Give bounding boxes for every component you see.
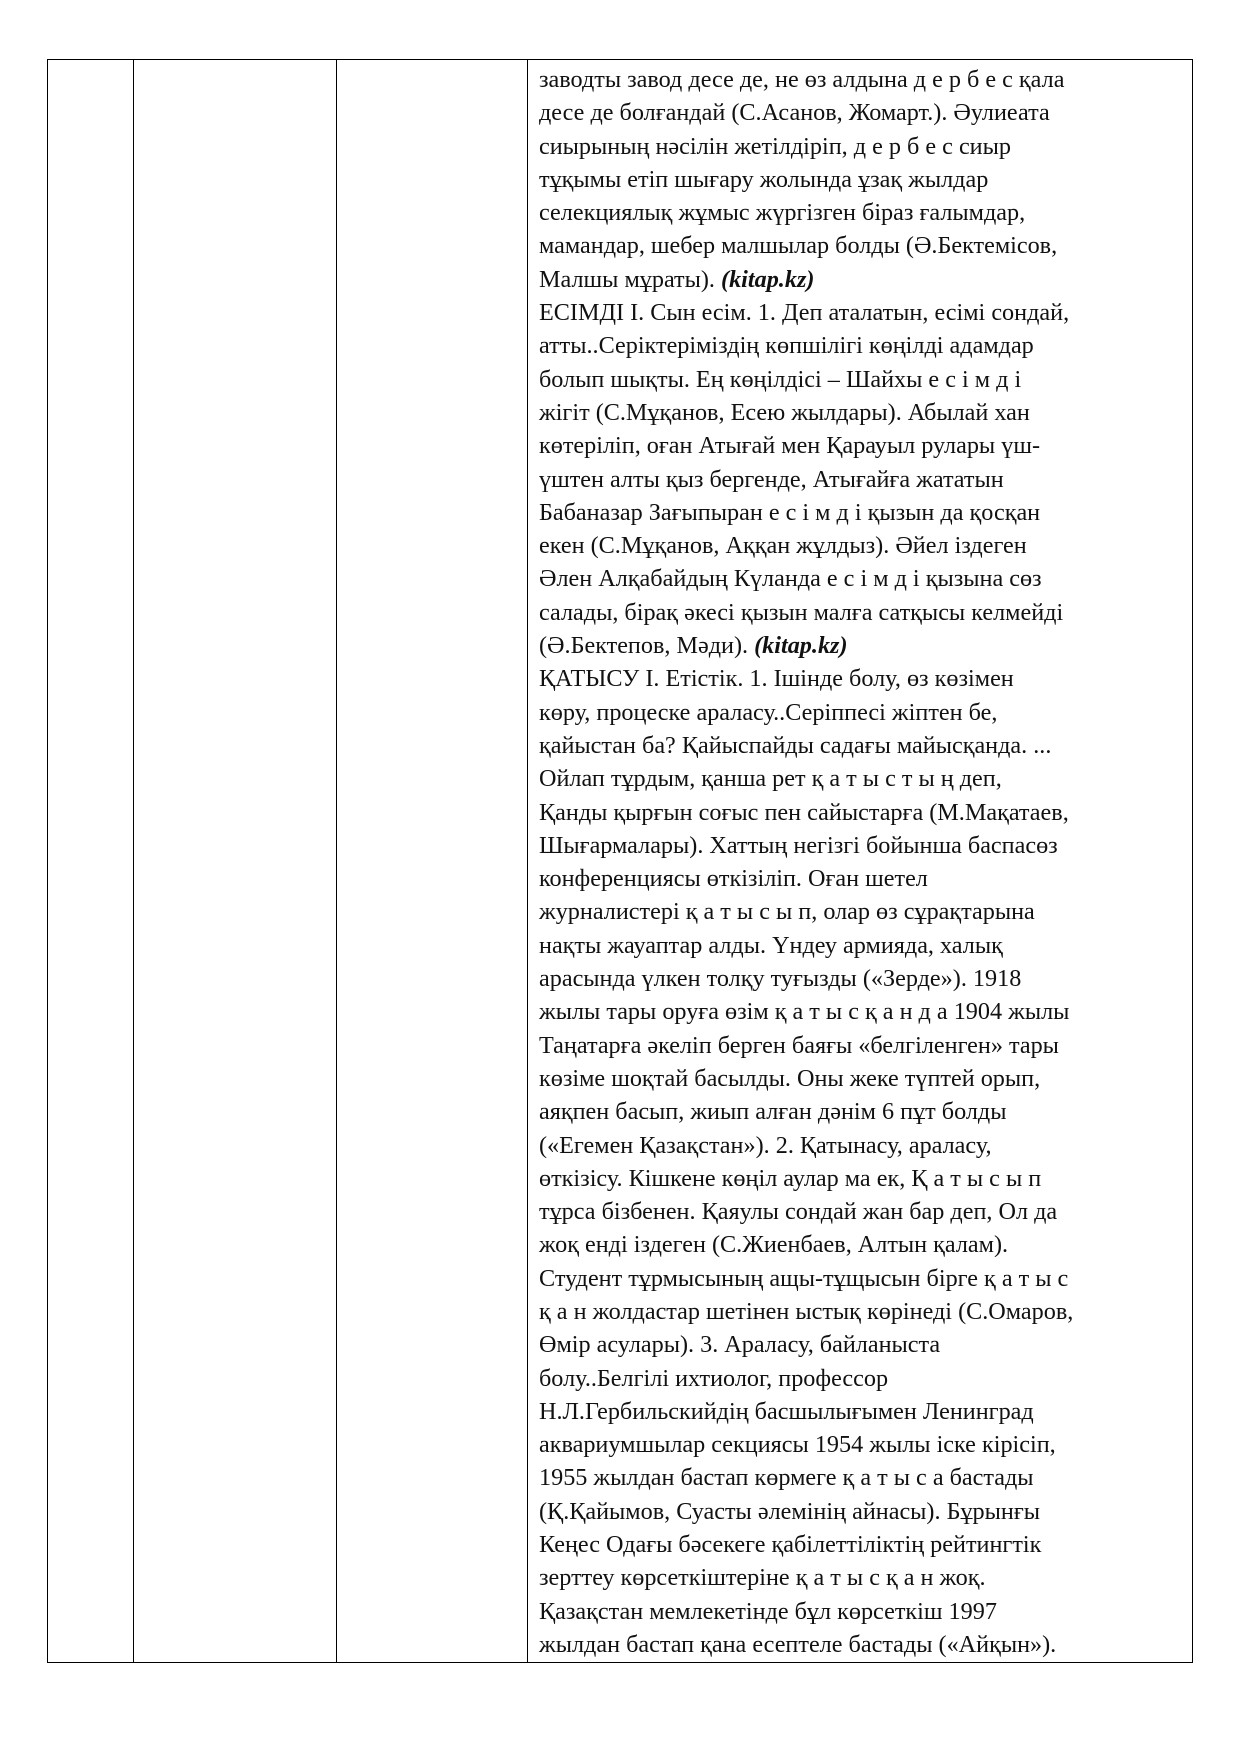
text-line: мамандар, шебер малшылар болды (Ә.Бектемісов,: [539, 232, 1058, 260]
text-line: Таңатарға әкеліп берген баяғы «белгіленген» тары: [539, 1031, 1059, 1059]
text-line: десе де болғандай (С.Асанов, Жомарт.). Әулиеата: [539, 99, 1050, 127]
text-line: жылдан бастап қана есептеле бастады («Айқын»).: [539, 1630, 1057, 1658]
source-reference: (kitap.kz): [721, 265, 815, 293]
text-line: қайыстан ба? Қайыспайды садағы майысқанда. ...: [539, 731, 1052, 759]
text-line: арасында үлкен толқу туғызды («Зерде»). 1918: [539, 965, 1022, 993]
text-line: болып шықты. Ең көңілдісі – Шайхы е с і м д і: [539, 365, 1022, 393]
text-line: көтеріліп, оған Атығай мен Қарауыл рулары үш-: [539, 432, 1041, 460]
table-column-3-empty: [337, 60, 528, 1662]
text-line: заводты завод десе де, не өз алдына д е р б е с қала: [539, 66, 1065, 93]
text-line: нақты жауаптар алды. Үндеу армияда, халық: [539, 931, 1003, 959]
text-line: Әлен Алқабайдың Күланда е с і м д і қызына сөз: [539, 565, 1042, 593]
text-line: ҚАТЫСУ І. Етістік. 1. Ішінде болу, өз көзімен: [539, 665, 1014, 693]
text-line: Студент тұрмысының ащы-тұщысын бірге қ а т ы с: [539, 1264, 1069, 1292]
text-line: Кеңес Одағы бәсекеге қабілеттіліктің рейтингтік: [539, 1531, 1042, 1559]
text-line: үштен алты қыз бергенде, Атығайға жататын: [539, 465, 1004, 493]
text-line: екен (С.Мұқанов, Аққан жұлдыз). Әйел іздеген: [539, 532, 1027, 560]
text-line: тұқымы етіп шығару жолында ұзақ жылдар: [539, 165, 989, 193]
text-line: аяқпен басып, жиып алған дәнім 6 пұт болды: [539, 1098, 1007, 1126]
text-line: конференциясы өткізіліп. Оған шетел: [539, 865, 928, 893]
text-line: Шығармалары). Хаттың негізгі бойынша баспасөз: [539, 831, 1058, 859]
document-table: [47, 59, 1193, 1663]
text-line: қ а н жолдастар шетінен ыстық көрінеді (С.Омаров,: [539, 1297, 1074, 1325]
text-line-last: [539, 263, 1182, 296]
text-line: Қазақстан мемлекетінде бұл көрсеткіш 1997: [539, 1597, 997, 1625]
text-segment: (Ә.Бектепов, Мәди).: [539, 632, 755, 660]
text-line: көзіме шоқтай басылды. Оны жеке түптей орып,: [539, 1064, 1041, 1092]
text-line: болу..Белгілі ихтиолог, профессор: [539, 1364, 889, 1392]
text-line-last: [539, 629, 1182, 662]
text-line: жоқ енді іздеген (С.Жиенбаев, Алтын қалам).: [539, 1231, 1009, 1259]
text-line: аквариумшылар секциясы 1954 жылы іске кірісіп,: [539, 1431, 1056, 1459]
text-line: (Қ.Қайымов, Суасты әлемінің айнасы). Бұрынғы: [539, 1497, 1041, 1525]
entry-esimdi: [539, 296, 1182, 662]
text-line: сиырының нәсілін жетілдіріп, д е р б е с сиыр: [539, 132, 1011, 160]
text-line: ЕСІМДІ І. Сын есім. 1. Деп аталатын, есімі сондай,: [539, 299, 1070, 327]
text-line: Бабаназар Зағыпыран е с і м д і қызын да қосқан: [539, 498, 1041, 526]
table-column-1-empty: [48, 60, 134, 1662]
text-line: журналистері қ а т ы с ы п, олар өз сұрақтарына: [539, 898, 1035, 926]
text-line: Ойлап тұрдым, қанша рет қ а т ы с т ы ң деп,: [539, 765, 1002, 793]
text-line: салады, бірақ әкесі қызын малға сатқысы келмейді: [539, 598, 1064, 626]
text-line: атты..Серіктеріміздің көпшілігі көңілді адамдар: [539, 332, 1034, 360]
entry-katysu: [539, 662, 1182, 1661]
text-line: Н.Л.Гербильскийдің басшылығымен Ленинград: [539, 1397, 1034, 1425]
text-line: 1955 жылдан бастап көрмеге қ а т ы с а бастады: [539, 1464, 1034, 1492]
text-line: жігіт (С.Мұқанов, Есею жылдары). Абылай хан: [539, 398, 1030, 426]
text-line: зерттеу көрсеткіштеріне қ а т ы с қ а н жоқ.: [539, 1564, 986, 1592]
source-reference: (kitap.kz): [754, 632, 848, 660]
text-line: өткізісу. Кішкене көңіл аулар ма ек, Қ а т ы с ы п: [539, 1164, 1042, 1192]
entry-derbes: [539, 63, 1182, 296]
text-line: Өмір асулары). 3. Араласу, байланыста: [539, 1331, 941, 1359]
text-segment: Малшы мұраты).: [539, 265, 722, 293]
text-line: жылы тары оруға өзім қ а т ы с қ а н д а 1904 жылы: [539, 998, 1070, 1026]
text-line: тұрса бізбенен. Қаяулы сондай жан бар деп, Ол да: [539, 1198, 1058, 1226]
text-line: («Егемен Қазақстан»). 2. Қатынасу, араласу,: [539, 1131, 992, 1159]
table-column-2-empty: [134, 60, 337, 1662]
text-line: селекциялық жұмыс жүргізген біраз ғалымдар,: [539, 199, 1026, 227]
text-line: Қанды қырғын соғыс пен сайыстарға (М.Мақатаев,: [539, 798, 1069, 826]
table-column-text: [528, 60, 1192, 1662]
text-line: көру, процеске араласу..Серіппесі жіптен бе,: [539, 698, 998, 726]
